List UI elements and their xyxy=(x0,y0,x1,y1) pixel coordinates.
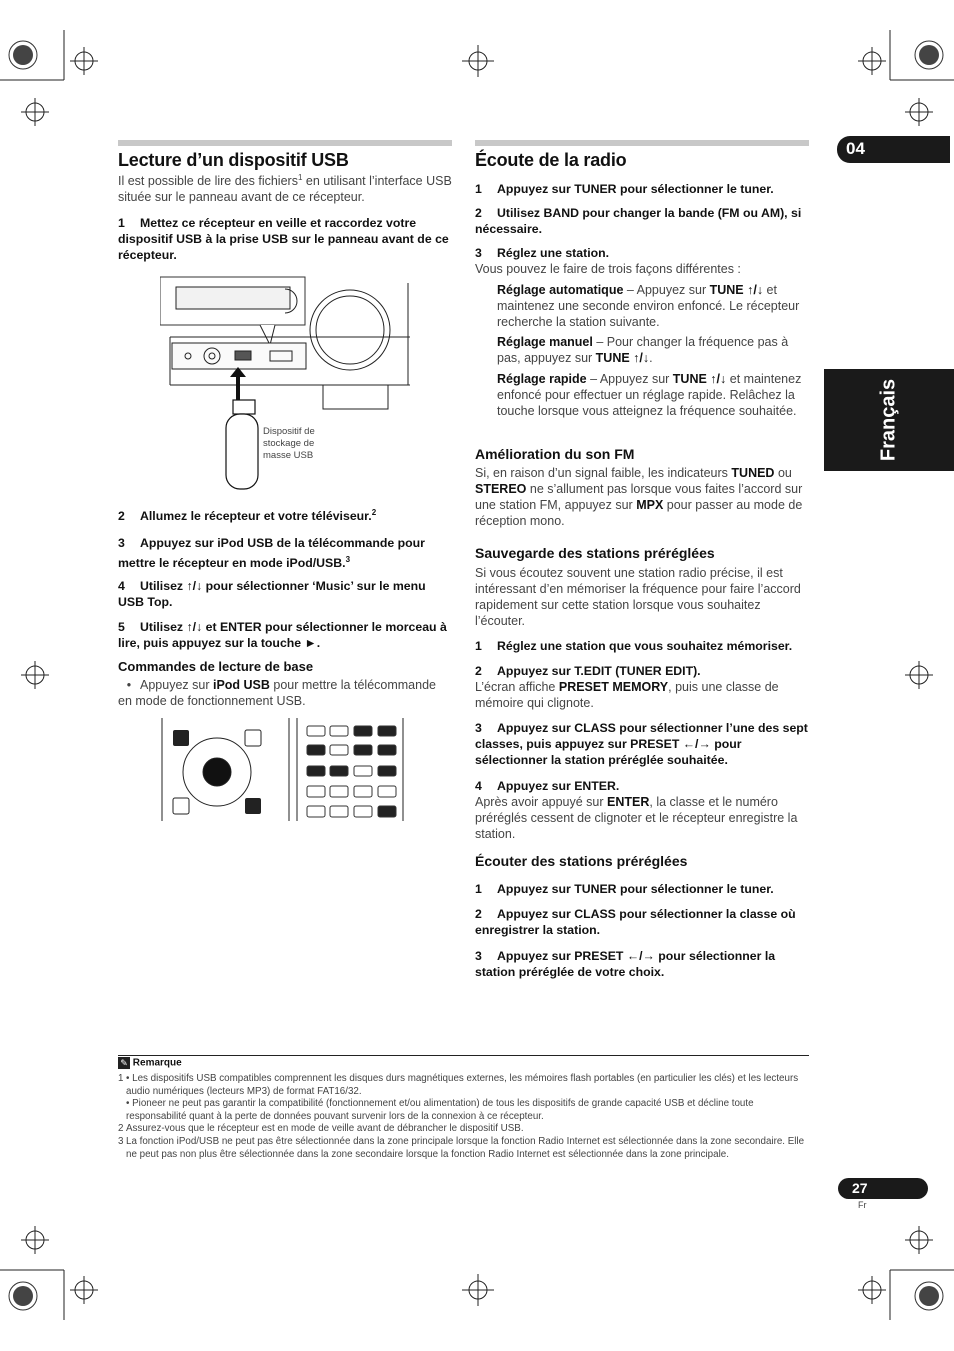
usb-step-2: 2 Allumez le récepteur et votre téléviseur.$^2$ xyxy=(118,507,377,523)
footnote-1: 1 • Les dispositifs USB compatibles comprennent les disques durs magnétiques externes, les mémoires flash portables (en particulier les clés) et les lecteurs audio numériques (lecteurs MP3) de format FAT16/32. • Pioneer ne peut pas garantir la compatibilité (fonctionnement et/ou alimentation) de tous les dispositifs de grande capacité USB et décline toute responsabilité quant à la perte de données pouvant survenir lors de la connexion à ce récepteur. xyxy=(118,1073,799,1122)
save-presets-intro: Si vous écoutez souvent une station radio précise, il est intéressant d’en mémoriser la fréquence pour faire l’accord rapidement sur cette station lorsque vous souhaitez l’écouter. xyxy=(475,566,801,628)
usb-connection-diagram xyxy=(160,275,415,495)
usb-step-3: 3 Appuyez sur iPod USB de la télécommande pour mettre le récepteur en mode iPod/USB.$^3$ xyxy=(118,536,425,570)
radio-step-3: 3 Réglez une station. xyxy=(475,246,610,260)
notes-rule xyxy=(118,1055,809,1056)
save-step-4: 4 Appuyez sur ENTER. xyxy=(475,779,620,793)
listen-step-1: 1 Appuyez sur TUNER pour sélectionner le tuner. xyxy=(475,882,774,896)
section-bar-left xyxy=(118,140,452,146)
usb-step-1: 1 Mettez ce récepteur en veille et raccordez votre dispositif USB à la prise USB sur le panneau avant de ce récepteur. xyxy=(118,216,449,262)
listen-presets-title: Écouter des stations préréglées xyxy=(475,853,688,869)
radio-step-3-intro: Vous pouvez le faire de trois façons différentes : xyxy=(475,262,741,276)
section-title-radio: Écoute de la radio xyxy=(475,150,627,170)
language-tab xyxy=(824,369,954,471)
section-title-usb: Lecture d’un dispositif USB xyxy=(118,150,349,170)
footnote-2: 2 Assurez-vous que le récepteur est en mode de veille avant de débrancher le dispositif USB. xyxy=(118,1123,524,1134)
basic-controls-bullet: • Appuyez sur iPod USB pour mettre la télécommande en mode de fonctionnement USB. xyxy=(118,678,436,708)
auto-tuning: Réglage automatique – Appuyez sur TUNE ↑/↓ et maintenez une seconde environ enfoncé. Le récepteur recherche la station suivante. xyxy=(497,283,800,329)
usb-device-label: Dispositif de stockage de masse USB xyxy=(263,426,315,461)
note-icon: ✎ xyxy=(118,1057,130,1069)
listen-step-3: 3 Appuyez sur PRESET ←/→ pour sélectionner la station préréglée de votre choix. xyxy=(475,949,776,979)
save-step-1: 1 Réglez une station que vous souhaitez mémoriser. xyxy=(475,639,793,653)
remote-control-diagram xyxy=(160,718,405,823)
section-bar-right xyxy=(475,140,809,146)
chapter-number: 04 xyxy=(846,139,865,158)
language-label: Français xyxy=(877,378,900,462)
usb-step-4: 4 Utilisez ↑/↓ pour sélectionner ‘Music’ sur le menu USB Top. xyxy=(118,579,426,609)
page-language: Fr xyxy=(858,1200,867,1210)
save-step-3: 3 Appuyez sur CLASS pour sélectionner l’une des sept classes, puis appuyez sur PRESET ←/→ pour sélectionner la station préréglée souhaitée. xyxy=(475,721,808,767)
manual-tuning: Réglage manuel – Pour changer la fréquence pas à pas, appuyez sur TUNE ↑/↓. xyxy=(497,335,789,365)
usb-step-5: 5 Utilisez ↑/↓ et ENTER pour sélectionner le morceau à lire, puis appuyez sur la touche ►. xyxy=(118,620,447,650)
basic-controls-title: Commandes de lecture de base xyxy=(118,659,314,674)
save-step-4-text: Après avoir appuyé sur ENTER, la classe et le numéro préréglés cessent de clignoter et le récepteur enregistre la station. xyxy=(475,795,798,841)
notes-header: ✎ Remarque xyxy=(118,1057,182,1069)
save-step-2-text: L’écran affiche PRESET MEMORY, puis une classe de mémoire qui clignote. xyxy=(475,680,779,710)
save-step-2: 2 Appuyez sur T.EDIT (TUNER EDIT). xyxy=(475,664,701,678)
fm-improve-title: Amélioration du son FM xyxy=(475,446,635,462)
save-presets-title: Sauvegarde des stations préréglées xyxy=(475,545,715,561)
footnote-3: 3 La fonction iPod/USB ne peut pas être sélectionnée dans la zone principale lorsque la fonction Radio Internet est sélectionnée dans la zone secondaire. Elle ne peut pas non plus être sélectionnée dans la zone secondaire lorsque la fonction Radio Internet est sélectionnée dans la zone principale. xyxy=(118,1136,805,1160)
page-number-badge: 27 xyxy=(838,1178,928,1199)
fm-improve-text: Si, en raison d’un signal faible, les indicateurs TUNED ou STEREO ne s’allument pas lorsque vous faites l’accord sur une station FM, appuyez sur MPX pour passer au mode de réception mono. xyxy=(475,466,803,528)
radio-step-2: 2 Utilisez BAND pour changer la bande (FM ou AM), si nécessaire. xyxy=(475,206,802,236)
radio-step-1: 1 Appuyez sur TUNER pour sélectionner le tuner. xyxy=(475,182,774,196)
listen-step-2: 2 Appuyez sur CLASS pour sélectionner la classe où enregistrer la station. xyxy=(475,907,796,937)
rapid-tuning: Réglage rapide – Appuyez sur TUNE ↑/↓ et maintenez enfoncé pour effectuer un réglage rapide. Relâchez la touche lorsque vous atteignez la fréquence souhaitée. xyxy=(497,372,802,418)
chapter-tab xyxy=(837,136,950,163)
usb-intro: Il est possible de lire des fichiers$^1$ en utilisant l’interface USB située sur le panneau avant de ce récepteur. xyxy=(118,172,452,204)
